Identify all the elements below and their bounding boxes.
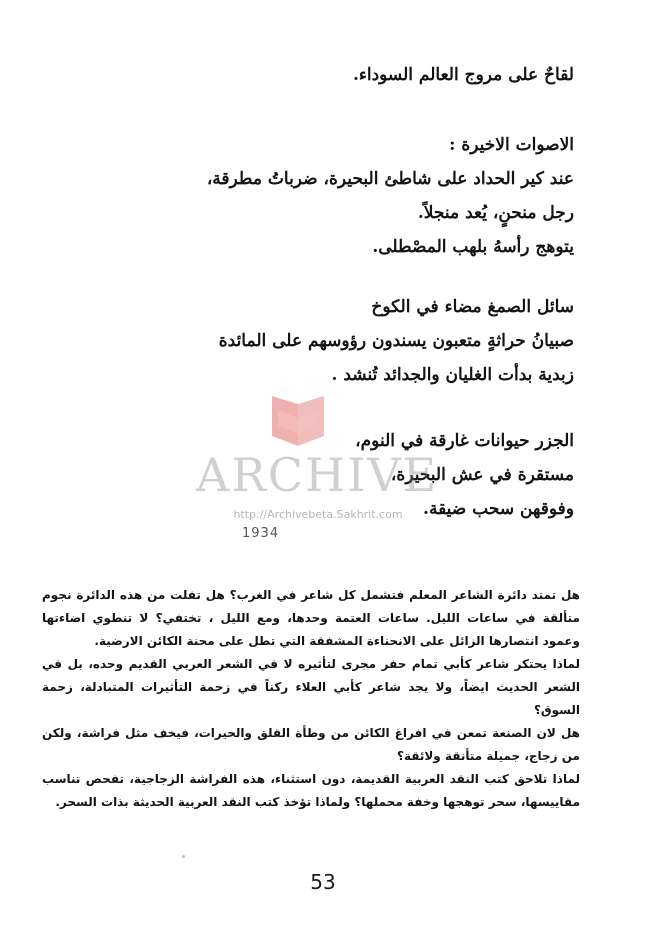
prose-paragraph: لماذا يحتكر شاعر كأبي تمام حفر مجرى لتأثيره لا في الشعر العربي القديم وحده، بل في الشعر الحديث ايضاً، ولا يجد شاعر كأبي العلاء ركناً في زحمة التأثيرات المتبادلة، زحمة السوق؟	[42, 657, 580, 717]
stanza-3	[74, 290, 574, 392]
prose-paragraph: هل لان الصنعة تمعن في افراغ الكائن من وطأة القلق والحيرات، فيخف مثل فراشة، ولكن من زجاج، جميلة متأنقة ولائقة؟	[42, 726, 580, 763]
poem-line: لقاحٌ على مروج العالم السوداء.	[352, 65, 574, 85]
poem-line: وفوقهن سحب ضيقة.	[423, 499, 574, 519]
prose-paragraph: لماذا تلاحق كتب النقد العربية القديمة، دون استثناء، هذه الفراشة الزجاجية، تفحص تناسب مقاييسها، سحر توهجها وخفة محملها؟ ولماذا تؤخذ كتب النقد العربية الحديثة بذات السحر.	[42, 772, 580, 809]
watermark-url: http://Archivebeta.Sakhrit.com	[233, 508, 403, 521]
poem-line: الجزر حيوانات غارقة في النوم،	[355, 431, 574, 451]
poem-line: الاصوات الاخيرة :	[449, 135, 574, 155]
poem-line: مستقرة في عش البحيرة،	[390, 465, 574, 485]
poem-line: عند كير الحداد على شاطئ البحيرة، ضرباتُ مطرقة،	[206, 169, 574, 189]
paper-speck	[182, 855, 185, 858]
poem-line: زبدية بدأت الغليان والجدائد تُنشد .	[331, 365, 574, 385]
watermark-year: 1934	[242, 526, 280, 541]
stanza-4	[74, 424, 574, 526]
page-number: 53	[310, 870, 336, 894]
watermark-title: ARCHIVE	[196, 448, 439, 502]
poem-line: صبيانُ حراثةٍ متعبون يسندون رؤوسهم على المائدة	[218, 331, 574, 351]
prose-body	[42, 584, 580, 814]
prose-paragraph: هل تمتد دائرة الشاعر المعلم فتشمل كل شاعر في الغرب؟ هل تفلت من هذه الدائرة نجوم متألقة في ساعات الليل. ساعات العتمة وحدها، ومع الليل ، تختفي؟ لا تنطوي اضاءتها وعمود انتصارها الزائل على الانحناءة المشفقة التي تطل على محنة الكائن الارضية.	[42, 588, 580, 648]
poem-line: يتوهج رأسهُ بلهب المصْطلى.	[372, 237, 574, 257]
stanza-1	[74, 58, 574, 92]
stanza-2	[74, 128, 574, 264]
poem-line: رجل منحنٍ، يُعد منجلاً.	[417, 203, 574, 223]
poem-line: سائل الصمغ مضاء في الكوخ	[371, 297, 574, 317]
